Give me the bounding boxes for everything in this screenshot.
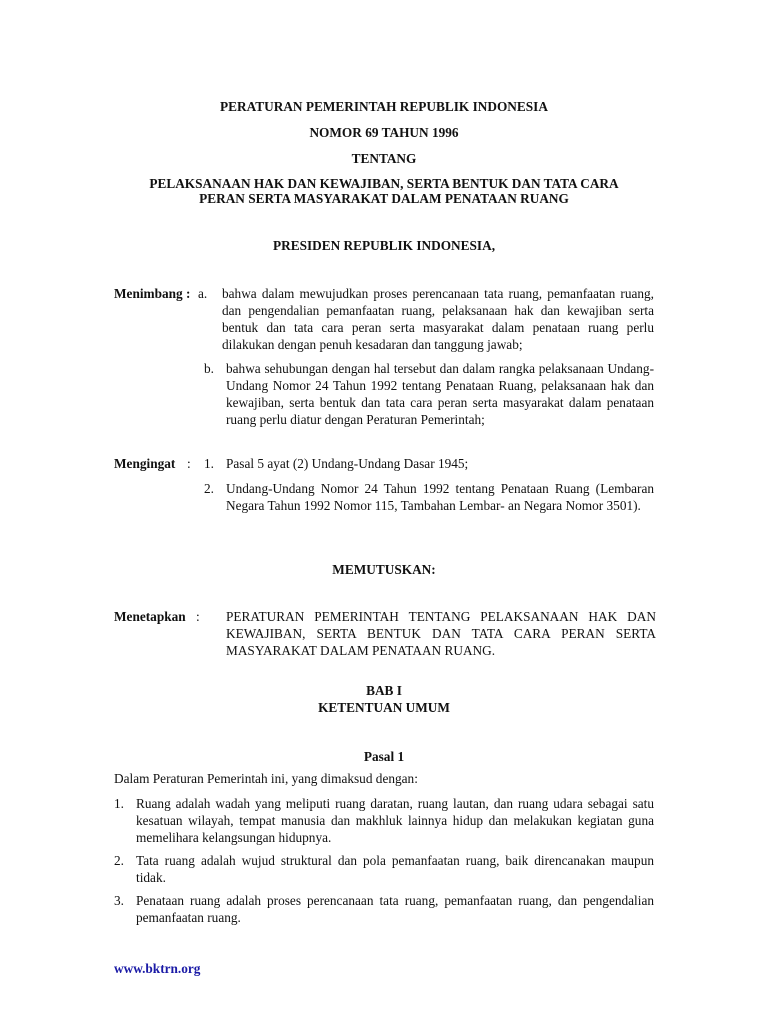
footer-website-link[interactable]: www.bktrn.org [114,961,201,976]
memutuskan-heading: MEMUTUSKAN: [332,562,436,577]
bab-title: KETENTUAN UMUM [318,700,450,715]
pasal-item-1: Ruang adalah wadah yang meliputi ruang daratan, ruang lautan, dan ruang udara sebagai satu kesatuan wilayah, tempat manusia dan makhluk lainnya hidup dan melakukan kegiatan guna memelihara kelangsungan hidupnya. [136,796,654,845]
pasal-marker-1: 1. [114,796,124,811]
menimbang-label: Menimbang : [114,286,191,301]
menimbang-item-b: bahwa sehubungan dengan hal tersebut dan dalam rangka pelaksanaan Undang-Undang Nomor 24 Tahun 1992 tentang Penataan Ruang, pelaksanaan hak dan kewajiban, serta bentuk dan tata cara peran serta masyarakat dalam penataan ruang perlu diatur dengan Peraturan Pemerintah; [226,361,654,427]
doc-subject-line2: PERAN SERTA MASYARAKAT DALAM PENATAAN RUANG [199,191,569,206]
pasal-title: Pasal 1 [363,749,405,764]
menimbang-marker-b: b. [204,361,214,376]
pasal-marker-2: 2. [114,853,124,868]
menetapkan-colon: : [196,609,200,624]
pasal-marker-3: 3. [114,893,124,908]
doc-subject-line1: PELAKSANAAN HAK DAN KEWAJIBAN, SERTA BENTUK DAN TATA CARA [149,176,619,191]
menimbang-marker-a: a. [198,286,208,301]
pasal-intro: Dalam Peraturan Pemerintah ini, yang dimaksud dengan: [114,771,418,786]
mengingat-marker-1: 1. [204,456,214,471]
president-heading: PRESIDEN REPUBLIK INDONESIA, [272,238,496,253]
mengingat-label: Mengingat [114,456,176,471]
menetapkan-text: PERATURAN PEMERINTAH TENTANG PELAKSANAAN HAK DAN KEWAJIBAN, SERTA BENTUK DAN TATA CARA PERAN SERTA MASYARAKAT DALAM PENATAAN RUANG. [226,609,656,658]
mengingat-item-1: Pasal 5 ayat (2) Undang-Undang Dasar 1945; [226,456,469,471]
mengingat-marker-2: 2. [204,481,214,496]
menimbang-item-a: bahwa dalam mewujudkan proses perencanaan tata ruang, pemanfaatan ruang, dan pengendalian pemanfaatan ruang, pelaksanaan hak dan kewajiban serta bentuk dan tata cara peran serta masyarakat dalam penataan ruang perlu dilakukan dengan penuh kesadaran dan tanggung jawab; [222,286,654,352]
mengingat-item-2: Undang-Undang Nomor 24 Tahun 1992 tentang Penataan Ruang (Lembaran Negara Tahun 1992 Nomor 115, Tambahan Lembar- an Negara Nomor 3501). [226,481,654,513]
bab-number: BAB I [366,683,402,698]
menetapkan-label: Menetapkan [114,609,186,624]
mengingat-colon: : [187,456,191,471]
doc-tentang: TENTANG [351,151,417,166]
doc-title-line1: PERATURAN PEMERINTAH REPUBLIK INDONESIA [220,99,548,114]
pasal-item-3: Penataan ruang adalah proses perencanaan tata ruang, pemanfaatan ruang, dan pengendalian pemanfaatan ruang. [136,893,654,925]
doc-number: NOMOR 69 TAHUN 1996 [309,125,459,140]
pasal-item-2: Tata ruang adalah wujud struktural dan pola pemanfaatan ruang, baik direncanakan maupun tidak. [136,853,654,885]
